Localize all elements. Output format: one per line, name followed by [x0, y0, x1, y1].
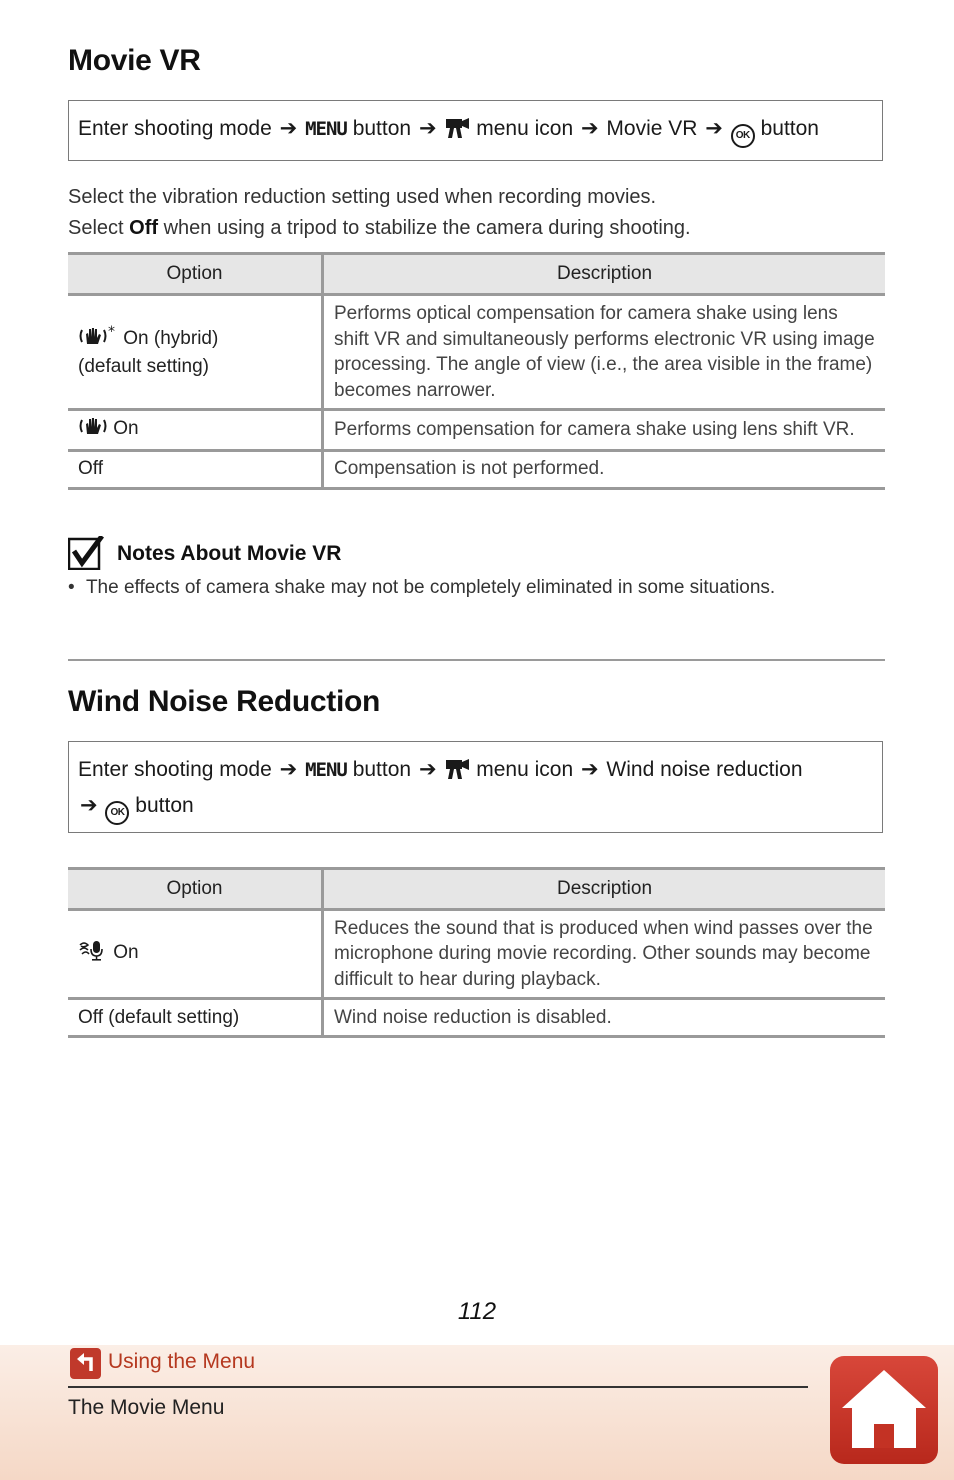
- header-description: Description: [323, 869, 886, 910]
- table-header-row: [68, 254, 885, 295]
- return-icon[interactable]: [70, 1348, 101, 1379]
- nav-end-button-text: button: [760, 117, 819, 140]
- footer-section-name: The Movie Menu: [68, 1396, 225, 1419]
- table-row: [68, 450, 885, 488]
- option-label: On: [113, 942, 139, 964]
- option-cell: Off: [68, 450, 323, 488]
- option-sublabel: (default setting): [78, 356, 209, 377]
- home-button[interactable]: [830, 1356, 938, 1464]
- description-cell: Compensation is not performed.: [323, 450, 886, 488]
- note-check-icon: [68, 536, 104, 575]
- option-cell: [68, 910, 323, 999]
- menu-button-icon: MENU: [305, 118, 347, 140]
- option-cell: Off (default setting): [68, 999, 323, 1037]
- option-label: On: [113, 418, 139, 439]
- description-cell: Reduces the sound that is produced when wind passes over the microphone during movie recording. Other sounds may become difficult to hear during playback.: [323, 910, 886, 999]
- ok-button-icon: OK: [731, 124, 755, 148]
- arrow-right-icon: ➔: [279, 758, 298, 781]
- footer-link-using-the-menu[interactable]: Using the Menu: [108, 1350, 256, 1373]
- arrow-right-icon: ➔: [580, 758, 599, 781]
- menu-button-icon: MENU: [305, 759, 347, 781]
- arrow-right-icon: ➔: [418, 758, 437, 781]
- nav-path-wind-noise: [68, 741, 883, 833]
- description-cell: Performs optical compensation for camera shake using lens shift VR and simultaneously performs electronic VR using image processing. The angle of view (i.e., the area visible in the frame) becomes narrower.: [323, 295, 886, 410]
- note-title: Notes About Movie VR: [117, 542, 342, 565]
- bullet-glyph: •: [68, 577, 75, 598]
- wind-noise-options-table: [68, 867, 885, 1038]
- arrow-right-icon: ➔: [80, 794, 98, 817]
- movie-camera-icon: [444, 117, 470, 149]
- table-row: [68, 910, 885, 999]
- movie-vr-options-table: [68, 252, 885, 490]
- section-title-movie-vr: Movie VR: [68, 44, 201, 77]
- nav-target-text: Movie VR: [606, 117, 698, 140]
- nav-menu-icon-text: menu icon: [476, 758, 574, 781]
- page-number: 112: [457, 1298, 497, 1325]
- footer-divider: [68, 1386, 808, 1388]
- movie-camera-icon: [444, 758, 470, 790]
- nav-enter-text: Enter shooting mode: [78, 117, 272, 140]
- nav-enter-text: Enter shooting mode: [78, 758, 272, 781]
- svg-text:*: *: [108, 324, 115, 340]
- description-line-2: [68, 213, 691, 244]
- desc-text: Select: [68, 217, 130, 239]
- wind-noise-icon: [78, 939, 108, 969]
- option-label: On (hybrid): [123, 327, 219, 349]
- nav-target-text: Wind noise reduction: [606, 758, 803, 781]
- description-cell: Wind noise reduction is disabled.: [323, 999, 886, 1037]
- arrow-right-icon: ➔: [705, 117, 723, 140]
- table-row: [68, 410, 885, 451]
- nav-end-button-text: button: [135, 794, 194, 817]
- option-on-hybrid: [78, 325, 311, 355]
- arrow-right-icon: ➔: [580, 117, 599, 140]
- arrow-right-icon: ➔: [279, 117, 298, 140]
- nav-button-text: button: [352, 117, 412, 140]
- table-row: [68, 999, 885, 1037]
- table-header-row: [68, 869, 885, 910]
- nav-menu-icon-text: menu icon: [476, 117, 574, 140]
- movie-vr-description: [68, 182, 691, 244]
- vr-hybrid-icon: [78, 325, 118, 355]
- header-option: Option: [68, 869, 323, 910]
- table-row: [68, 295, 885, 410]
- note-text: The effects of camera shake may not be completely eliminated in some situations.: [85, 577, 776, 598]
- section-title-wind-noise: Wind Noise Reduction: [68, 685, 381, 718]
- nav-button-text: button: [352, 758, 412, 781]
- description-line-1: Select the vibration reduction setting used when recording movies.: [68, 186, 657, 208]
- desc-text: when using a tripod to stabilize the camera during shooting.: [158, 217, 691, 239]
- ok-button-icon: OK: [105, 801, 129, 825]
- vr-icon: [78, 415, 108, 445]
- note-bullet-item: [68, 577, 775, 599]
- description-cell: Performs compensation for camera shake using lens shift VR.: [323, 410, 886, 451]
- header-option: Option: [68, 254, 323, 295]
- header-description: Description: [323, 254, 886, 295]
- home-icon: [830, 1356, 938, 1464]
- option-cell: [68, 295, 323, 410]
- nav-path-movie-vr: [68, 100, 883, 161]
- section-divider: [68, 659, 885, 661]
- desc-bold-off: Off: [129, 217, 159, 239]
- arrow-right-icon: ➔: [418, 117, 437, 140]
- option-cell: [68, 410, 323, 451]
